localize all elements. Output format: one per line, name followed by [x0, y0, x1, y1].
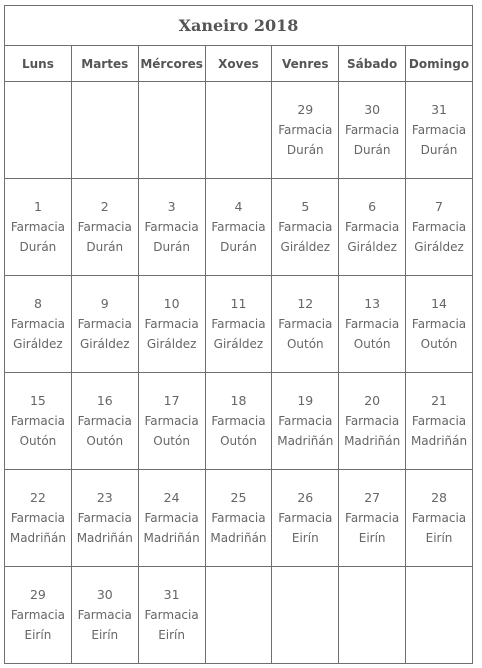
pharmacy-name: Madriñán — [143, 531, 200, 545]
pharmacy-name: Durán — [86, 240, 124, 254]
day-cell — [138, 470, 205, 567]
day-cell — [5, 276, 72, 373]
day-number: 6 — [368, 199, 377, 214]
pharmacy-label: Farmacia — [144, 414, 199, 428]
empty-day-cell — [272, 567, 339, 664]
day-cell — [5, 567, 72, 664]
pharmacy-name: Madriñán — [410, 434, 468, 448]
pharmacy-label: Farmacia — [278, 414, 333, 428]
pharmacy-name: Madriñán — [76, 531, 133, 545]
pharmacy-label: Farmacia — [10, 608, 66, 622]
weekday-header: Venres — [272, 46, 339, 82]
day-number: 30 — [96, 587, 113, 602]
title-row — [5, 6, 473, 46]
pharmacy-label: Farmacia — [278, 511, 333, 525]
pharmacy-label: Farmacia — [10, 220, 66, 234]
day-cell — [205, 276, 272, 373]
day-cell — [406, 373, 473, 470]
pharmacy-name: Giráldez — [347, 240, 397, 254]
pharmacy-label: Farmacia — [211, 220, 266, 234]
pharmacy-name: Outón — [86, 434, 124, 448]
pharmacy-name: Giráldez — [414, 240, 464, 254]
weekday-header: Martes — [71, 46, 138, 82]
empty-day-cell — [138, 82, 205, 179]
pharmacy-label: Farmacia — [278, 317, 333, 331]
day-cell — [339, 82, 406, 179]
day-number: 8 — [33, 296, 42, 311]
day-cell — [5, 179, 72, 276]
day-number: 21 — [431, 393, 447, 408]
day-cell — [5, 373, 72, 470]
day-number: 17 — [163, 393, 180, 408]
empty-day-cell — [71, 82, 138, 179]
day-number: 28 — [431, 490, 447, 505]
pharmacy-label: Farmacia — [345, 414, 400, 428]
pharmacy-label: Farmacia — [211, 511, 266, 525]
pharmacy-name: Eirín — [158, 628, 185, 642]
day-cell — [406, 470, 473, 567]
pharmacy-name: Durán — [353, 143, 391, 157]
pharmacy-label: Farmacia — [411, 220, 467, 234]
pharmacy-name: Madriñán — [210, 531, 267, 545]
pharmacy-name: Durán — [220, 240, 257, 254]
pharmacy-label: Farmacia — [278, 220, 333, 234]
pharmacy-name: Durán — [286, 143, 324, 157]
day-number: 4 — [234, 199, 243, 214]
day-number: 31 — [163, 587, 180, 602]
week-row — [5, 373, 473, 470]
day-cell — [339, 470, 406, 567]
day-number: 18 — [230, 393, 247, 408]
pharmacy-label: Farmacia — [144, 511, 199, 525]
day-cell — [205, 179, 272, 276]
day-number: 23 — [96, 490, 113, 505]
weekday-header: Domingo — [406, 46, 473, 82]
calendar-title: Xaneiro 2018 — [5, 6, 473, 46]
empty-day-cell — [205, 567, 272, 664]
day-number: 11 — [230, 296, 247, 311]
day-cell — [205, 470, 272, 567]
day-number: 19 — [297, 393, 314, 408]
pharmacy-label: Farmacia — [411, 511, 467, 525]
week-row — [5, 470, 473, 567]
day-number: 9 — [100, 296, 109, 311]
day-cell — [339, 373, 406, 470]
day-cell — [138, 567, 205, 664]
pharmacy-name: Outón — [353, 337, 391, 351]
weekday-header: Sábado — [339, 46, 406, 82]
day-cell — [138, 179, 205, 276]
pharmacy-name: Eirín — [91, 628, 119, 642]
day-number: 26 — [297, 490, 314, 505]
pharmacy-name: Giráldez — [13, 337, 63, 351]
day-number: 13 — [364, 296, 381, 311]
day-number: 3 — [167, 199, 176, 214]
day-cell — [138, 373, 205, 470]
weekday-header: Mércores — [138, 46, 205, 82]
day-cell — [71, 373, 138, 470]
pharmacy-label: Farmacia — [345, 220, 400, 234]
day-cell — [272, 373, 339, 470]
pharmacy-name: Outón — [286, 337, 324, 351]
pharmacy-name: Outón — [19, 434, 57, 448]
week-row — [5, 567, 473, 664]
pharmacy-label: Farmacia — [10, 414, 66, 428]
pharmacy-label: Farmacia — [77, 414, 132, 428]
pharmacy-label: Farmacia — [77, 220, 132, 234]
day-cell — [406, 82, 473, 179]
pharmacy-name: Madriñán — [277, 434, 334, 448]
day-number: 27 — [364, 490, 381, 505]
day-cell — [406, 276, 473, 373]
day-number: 12 — [297, 296, 314, 311]
day-cell — [272, 470, 339, 567]
pharmacy-label: Farmacia — [211, 414, 266, 428]
pharmacy-name: Eirín — [24, 628, 52, 642]
pharmacy-name: Giráldez — [280, 240, 331, 254]
day-number: 22 — [29, 490, 46, 505]
day-number: 14 — [431, 296, 447, 311]
pharmacy-calendar — [4, 5, 473, 664]
day-cell — [71, 567, 138, 664]
day-cell — [272, 179, 339, 276]
empty-day-cell — [205, 82, 272, 179]
pharmacy-label: Farmacia — [345, 123, 400, 137]
week-row — [5, 82, 473, 179]
weekday-header: Luns — [5, 46, 72, 82]
pharmacy-name: Durán — [153, 240, 190, 254]
pharmacy-name: Outón — [220, 434, 257, 448]
pharmacy-label: Farmacia — [10, 317, 66, 331]
pharmacy-label: Farmacia — [278, 123, 333, 137]
pharmacy-name: Giráldez — [79, 337, 130, 351]
week-row — [5, 276, 473, 373]
pharmacy-label: Farmacia — [144, 608, 199, 622]
day-number: 24 — [163, 490, 180, 505]
day-number: 29 — [29, 587, 46, 602]
weekday-header-row — [5, 46, 473, 82]
day-cell — [71, 179, 138, 276]
day-number: 31 — [431, 102, 447, 117]
day-cell — [339, 276, 406, 373]
pharmacy-label: Farmacia — [77, 511, 132, 525]
day-number: 30 — [364, 102, 381, 117]
pharmacy-label: Farmacia — [411, 317, 467, 331]
pharmacy-name: Eirín — [425, 531, 453, 545]
pharmacy-label: Farmacia — [144, 317, 199, 331]
day-number: 7 — [435, 199, 443, 214]
day-cell — [71, 276, 138, 373]
pharmacy-name: Outón — [420, 337, 458, 351]
pharmacy-name: Giráldez — [146, 337, 197, 351]
pharmacy-name: Eirín — [358, 531, 386, 545]
day-number: 2 — [100, 199, 109, 214]
pharmacy-label: Farmacia — [77, 317, 132, 331]
day-number: 1 — [33, 199, 42, 214]
day-cell — [71, 470, 138, 567]
day-number: 16 — [96, 393, 113, 408]
day-cell — [406, 179, 473, 276]
empty-day-cell — [5, 82, 72, 179]
day-number: 25 — [230, 490, 247, 505]
pharmacy-label: Farmacia — [144, 220, 199, 234]
day-number: 10 — [163, 296, 180, 311]
day-number: 5 — [301, 199, 310, 214]
pharmacy-name: Eirín — [291, 531, 319, 545]
day-cell — [272, 82, 339, 179]
weekday-header: Xoves — [205, 46, 272, 82]
pharmacy-label: Farmacia — [211, 317, 266, 331]
day-cell — [205, 373, 272, 470]
day-cell — [339, 179, 406, 276]
calendar-body — [5, 82, 473, 664]
day-cell — [138, 276, 205, 373]
pharmacy-label: Farmacia — [411, 123, 467, 137]
day-number: 29 — [297, 102, 314, 117]
pharmacy-name: Durán — [420, 143, 458, 157]
day-number: 15 — [29, 393, 46, 408]
pharmacy-label: Farmacia — [411, 414, 467, 428]
empty-day-cell — [406, 567, 473, 664]
day-cell — [272, 276, 339, 373]
pharmacy-label: Farmacia — [10, 511, 66, 525]
pharmacy-name: Madriñán — [344, 434, 401, 448]
pharmacy-name: Giráldez — [213, 337, 264, 351]
pharmacy-name: Madriñán — [9, 531, 66, 545]
empty-day-cell — [339, 567, 406, 664]
day-cell — [5, 470, 72, 567]
pharmacy-label: Farmacia — [345, 317, 400, 331]
pharmacy-label: Farmacia — [345, 511, 400, 525]
pharmacy-name: Durán — [19, 240, 57, 254]
day-number: 20 — [364, 393, 381, 408]
pharmacy-name: Outón — [153, 434, 190, 448]
week-row — [5, 179, 473, 276]
pharmacy-label: Farmacia — [77, 608, 132, 622]
